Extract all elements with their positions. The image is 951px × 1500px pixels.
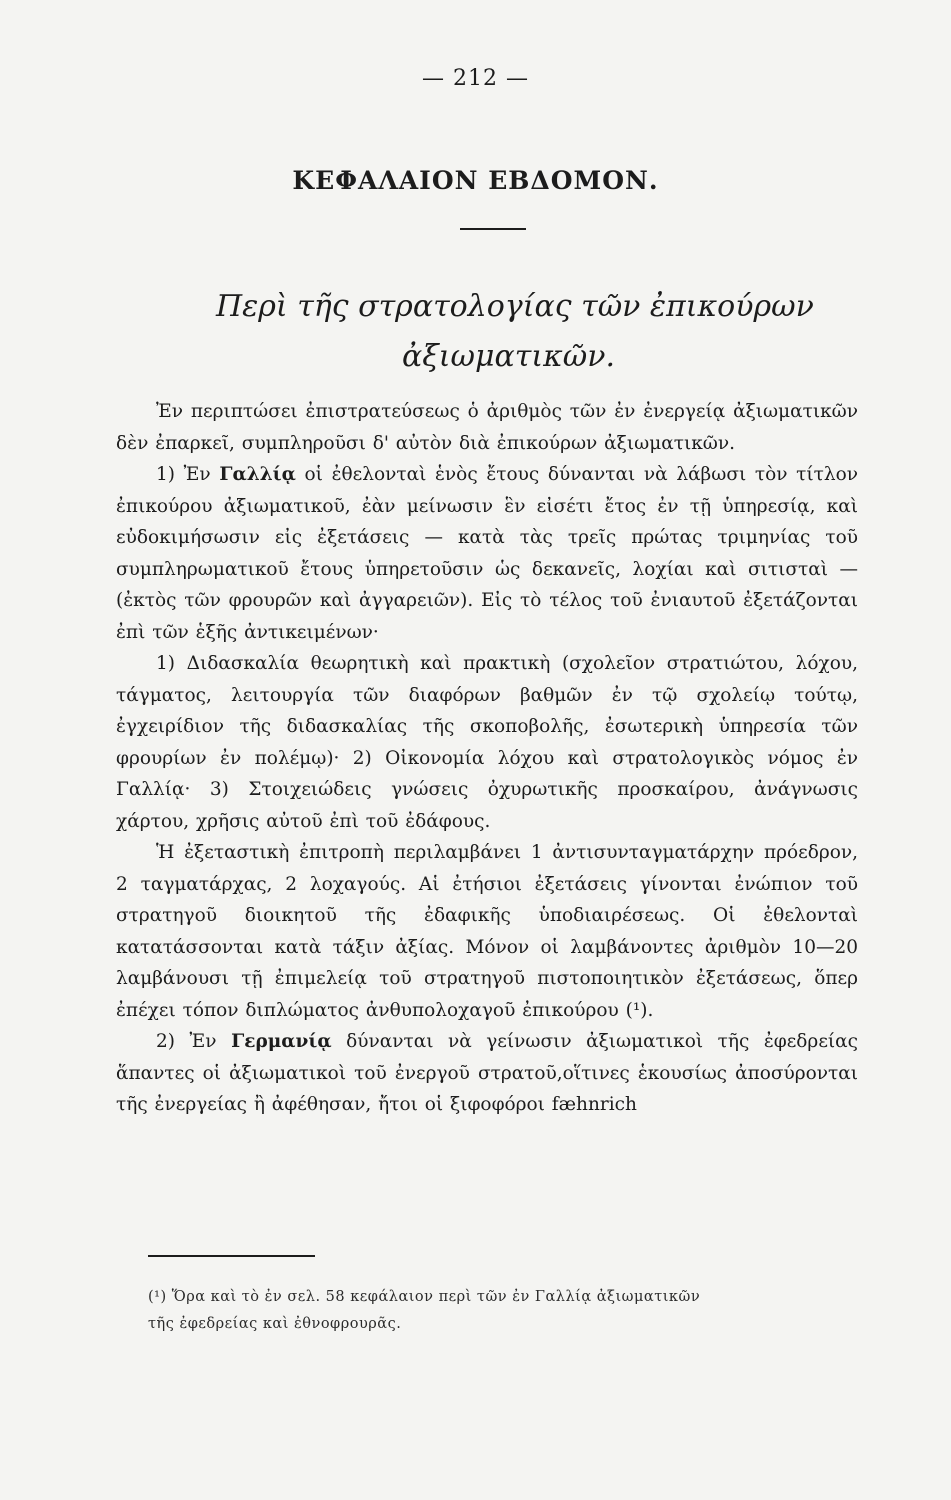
paragraph-france	[116, 459, 858, 648]
intro-paragraph: Ἐν περιπτώσει ἐπιστρατεύσεως ὁ ἀριθμὸς τῶν ἐν ἐνεργείᾳ ἀξιωματικῶν δὲν ἐπαρκεῖ, συμπληροῦσι δ' αὐτὸν διὰ ἐπικούρων ἀξιωματικῶν.	[116, 401, 858, 454]
footnote-line2: τῆς ἐφεδρείας καὶ ἐθνοφρουρᾶς.	[148, 1316, 402, 1332]
chapter-title: ΚΕΦΑΛΑΙΟΝ ΕΒΔΟΜΟΝ.	[292, 166, 659, 195]
section-title	[150, 282, 850, 382]
paragraph-germany-lead: 2) Ἐν	[156, 1031, 232, 1052]
body-text	[116, 396, 858, 1121]
paragraph-germany-text: δύνανται νὰ γείνωσιν ἀξιωματικοὶ τῆς ἐφεδρείας ἅπαντες οἱ ἀξιωματικοὶ τοῦ ἐνεργοῦ στρατοῦ,οἵτινες ἑκουσίως ἀποσύρονται τῆς ἐνεργείας ἢ ἀφέθησαν, ἤτοι οἱ ξιφοφόροι fæhnrich	[116, 1031, 859, 1115]
title-divider	[460, 228, 526, 230]
paragraph-germany	[116, 1026, 858, 1121]
footnote-line1: (¹) Ὅρα καὶ τὸ ἐν σελ. 58 κεφάλαιον περὶ τῶν ἐν Γαλλίᾳ ἀξιωματικῶν	[148, 1289, 701, 1305]
footnote-divider	[148, 1255, 315, 1257]
country-france: Γαλλίᾳ	[219, 464, 296, 485]
page-number: — 212 —	[422, 66, 529, 91]
paragraph-committee: Ἡ ἐξεταστικὴ ἐπιτροπὴ περιλαμβάνει 1 ἀντισυνταγματάρχην πρόεδρον, 2 ταγματάρχας, 2 λοχαγούς. Αἱ ἐτήσιοι ἐξετάσεις γίνονται ἐνώπιον τοῦ στρατηγοῦ διοικητοῦ τῆς ἐδαφικῆς ὑποδιαιρέσεως. Οἱ ἐθελονταὶ κατατάσσονται κατὰ τάξιν ἀξίας. Μόνον οἱ λαμβάνοντες ἀριθμὸν 10—20 λαμβάνουσι τῇ ἐπιμελείᾳ τοῦ στρατηγοῦ πιστοποιητικὸν ἐξετάσεως, ὅπερ ἐπέχει τόπον διπλώματος ἀνθυπολοχαγοῦ ἐπικούρου (¹).	[116, 842, 858, 1021]
paragraph-france-text: οἱ ἐθελονταὶ ἑνὸς ἔτους δύνανται νὰ λάβωσι τὸν τίτλον ἐπικούρου ἀξιωματικοῦ, ἐὰν μείνωσιν ἓν εἰσέτι ἔτος ἐν τῇ ὑπηρεσίᾳ, καὶ εὐδοκιμήσωσιν εἰς ἐξετάσεις — κατὰ τὰς τρεῖς πρώτας τριμηνίας τοῦ συμπληρωματικοῦ ἔτους ὑπηρετοῦσιν ὡς δεκανεῖς, λοχίαι καὶ σιτισταὶ — (ἐκτὸς τῶν φρουρῶν καὶ ἀγγαρειῶν). Εἰς τὸ τέλος τοῦ ἐνιαυτοῦ ἐξετάζονται ἐπὶ τῶν ἑξῆς ἀντικειμένων·	[116, 464, 859, 643]
section-title-line1: Περὶ τῆς στρατολογίας τῶν ἐπικούρων	[216, 289, 814, 324]
paragraph-france-lead: 1) Ἐν	[156, 464, 220, 485]
paragraph-subjects: 1) Διδασκαλία θεωρητικὴ καὶ πρακτικὴ (σχολεῖον στρατιώτου, λόχου, τάγματος, λειτουργία τῶν διαφόρων βαθμῶν ἐν τῷ σχολείῳ τούτῳ, ἐγχειρίδιον τῆς διδασκαλίας τῆς σκοποβολῆς, ἐσωτερικὴ ὑπηρεσία τῶν φρουρίων ἐν πολέμῳ)· 2) Οἰκονομία λόχου καὶ στρατολογικὸς νόμος ἐν Γαλλίᾳ· 3) Στοιχειώδεις γνώσεις ὀχυρωτικῆς προσκαίρου, ἀνάγνωσις χάρτου, χρῆσις αὐτοῦ ἐπὶ τοῦ ἐδάφους.	[116, 653, 858, 832]
footnote	[148, 1284, 888, 1338]
section-title-line2: ἀξιωματικῶν.	[402, 339, 616, 374]
country-germany: Γερμανίᾳ	[231, 1031, 332, 1052]
